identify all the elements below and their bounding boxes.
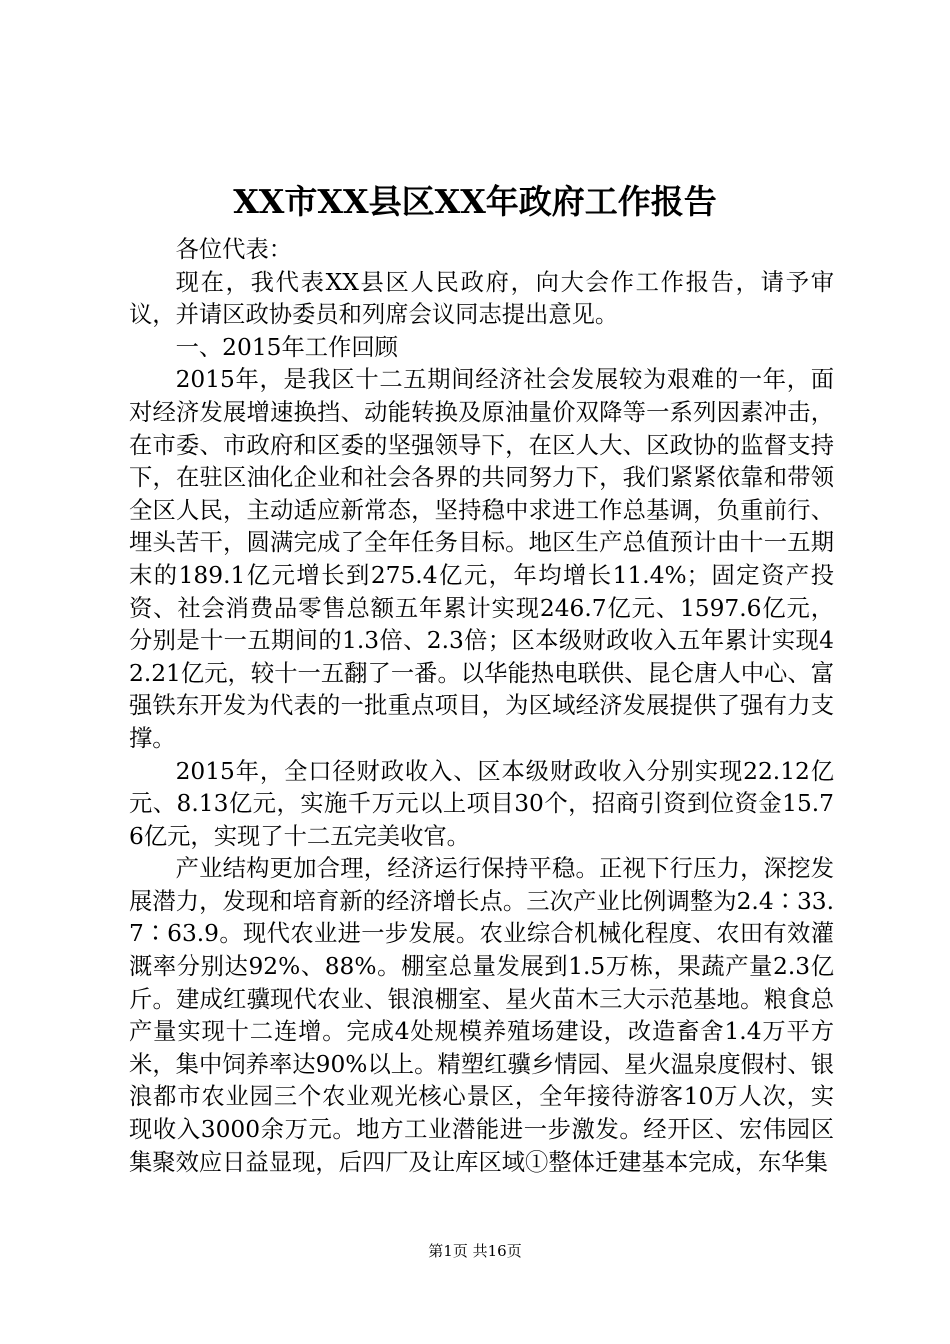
document-title: XX市XX县区XX年政府工作报告: [233, 182, 717, 221]
paragraph-fiscal: 2015年，全口径财政收入、区本级财政收入分别实现22.12亿元、8.13亿元，实施千万元以上项目30个，招商引资到位资金15.76亿元，实现了十二五完美收官。: [129, 757, 834, 850]
paragraph-industry: 产业结构更加合理，经济运行保持平稳。正视下行压力，深挖发展潜力，发现和培育新的经济增长点。三次产业比例调整为2.4∶33.7∶63.9。现代农业进一步发展。农业综合机械化程度、农田有效灌溉率分别达92%、88%。棚室总量发展到1.5万栋，果蔬产量2.3亿斤。建成红骥现代农业、银浪棚室、星火苗木三大示范基地。粮食总产量实现十二连增。完成4处规模养殖场建设，改造畜舍1.4万平方米，集中饲养率达90%以上。精塑红骥乡情园、星火温泉度假村、银浪都市农业园三个农业观光核心景区，全年接待游客10万人次，实现收入3000余万元。地方工业潜能进一步激发。经开区、宏伟园区集聚效应日益显现，后四厂及让库区域①整体迁建基本完成，东华集: [129, 855, 834, 1176]
document-body: [129, 234, 834, 1179]
paragraph-salutation: 各位代表：: [175, 236, 293, 263]
section-heading: 一、2015年工作回顾: [175, 333, 398, 361]
paragraph-intro: 现在，我代表XX县区人民政府，向大会作工作报告，请予审议，并请区政协委员和列席会议同志提出意见。: [129, 268, 834, 329]
page-footer: 第1页 共16页: [428, 1242, 522, 1260]
paragraph-review: 2015年，是我区十二五期间经济社会发展较为艰难的一年，面对经济发展增速换挡、动能转换及原油量价双降等一系列因素冲击，在市委、市政府和区委的坚强领导下，在区人大、区政协的监督支持下，在驻区油化企业和社会各界的共同努力下，我们紧紧依靠和带领全区人民，主动适应新常态，坚持稳中求进工作总基调，负重前行、埋头苦干，圆满完成了全年任务目标。地区生产总值预计由十一五期末的189.1亿元增长到275.4亿元，年均增长11.4%；固定资产投资、社会消费品零售总额五年累计实现246.7亿元、1597.6亿元，分别是十一五期间的1.3倍、2.3倍；区本级财政收入五年累计实现42.21亿元，较十一五翻了一番。以华能热电联供、昆仑唐人中心、富强铁东开发为代表的一批重点项目，为区域经济发展提供了强有力支撑。: [129, 366, 834, 752]
